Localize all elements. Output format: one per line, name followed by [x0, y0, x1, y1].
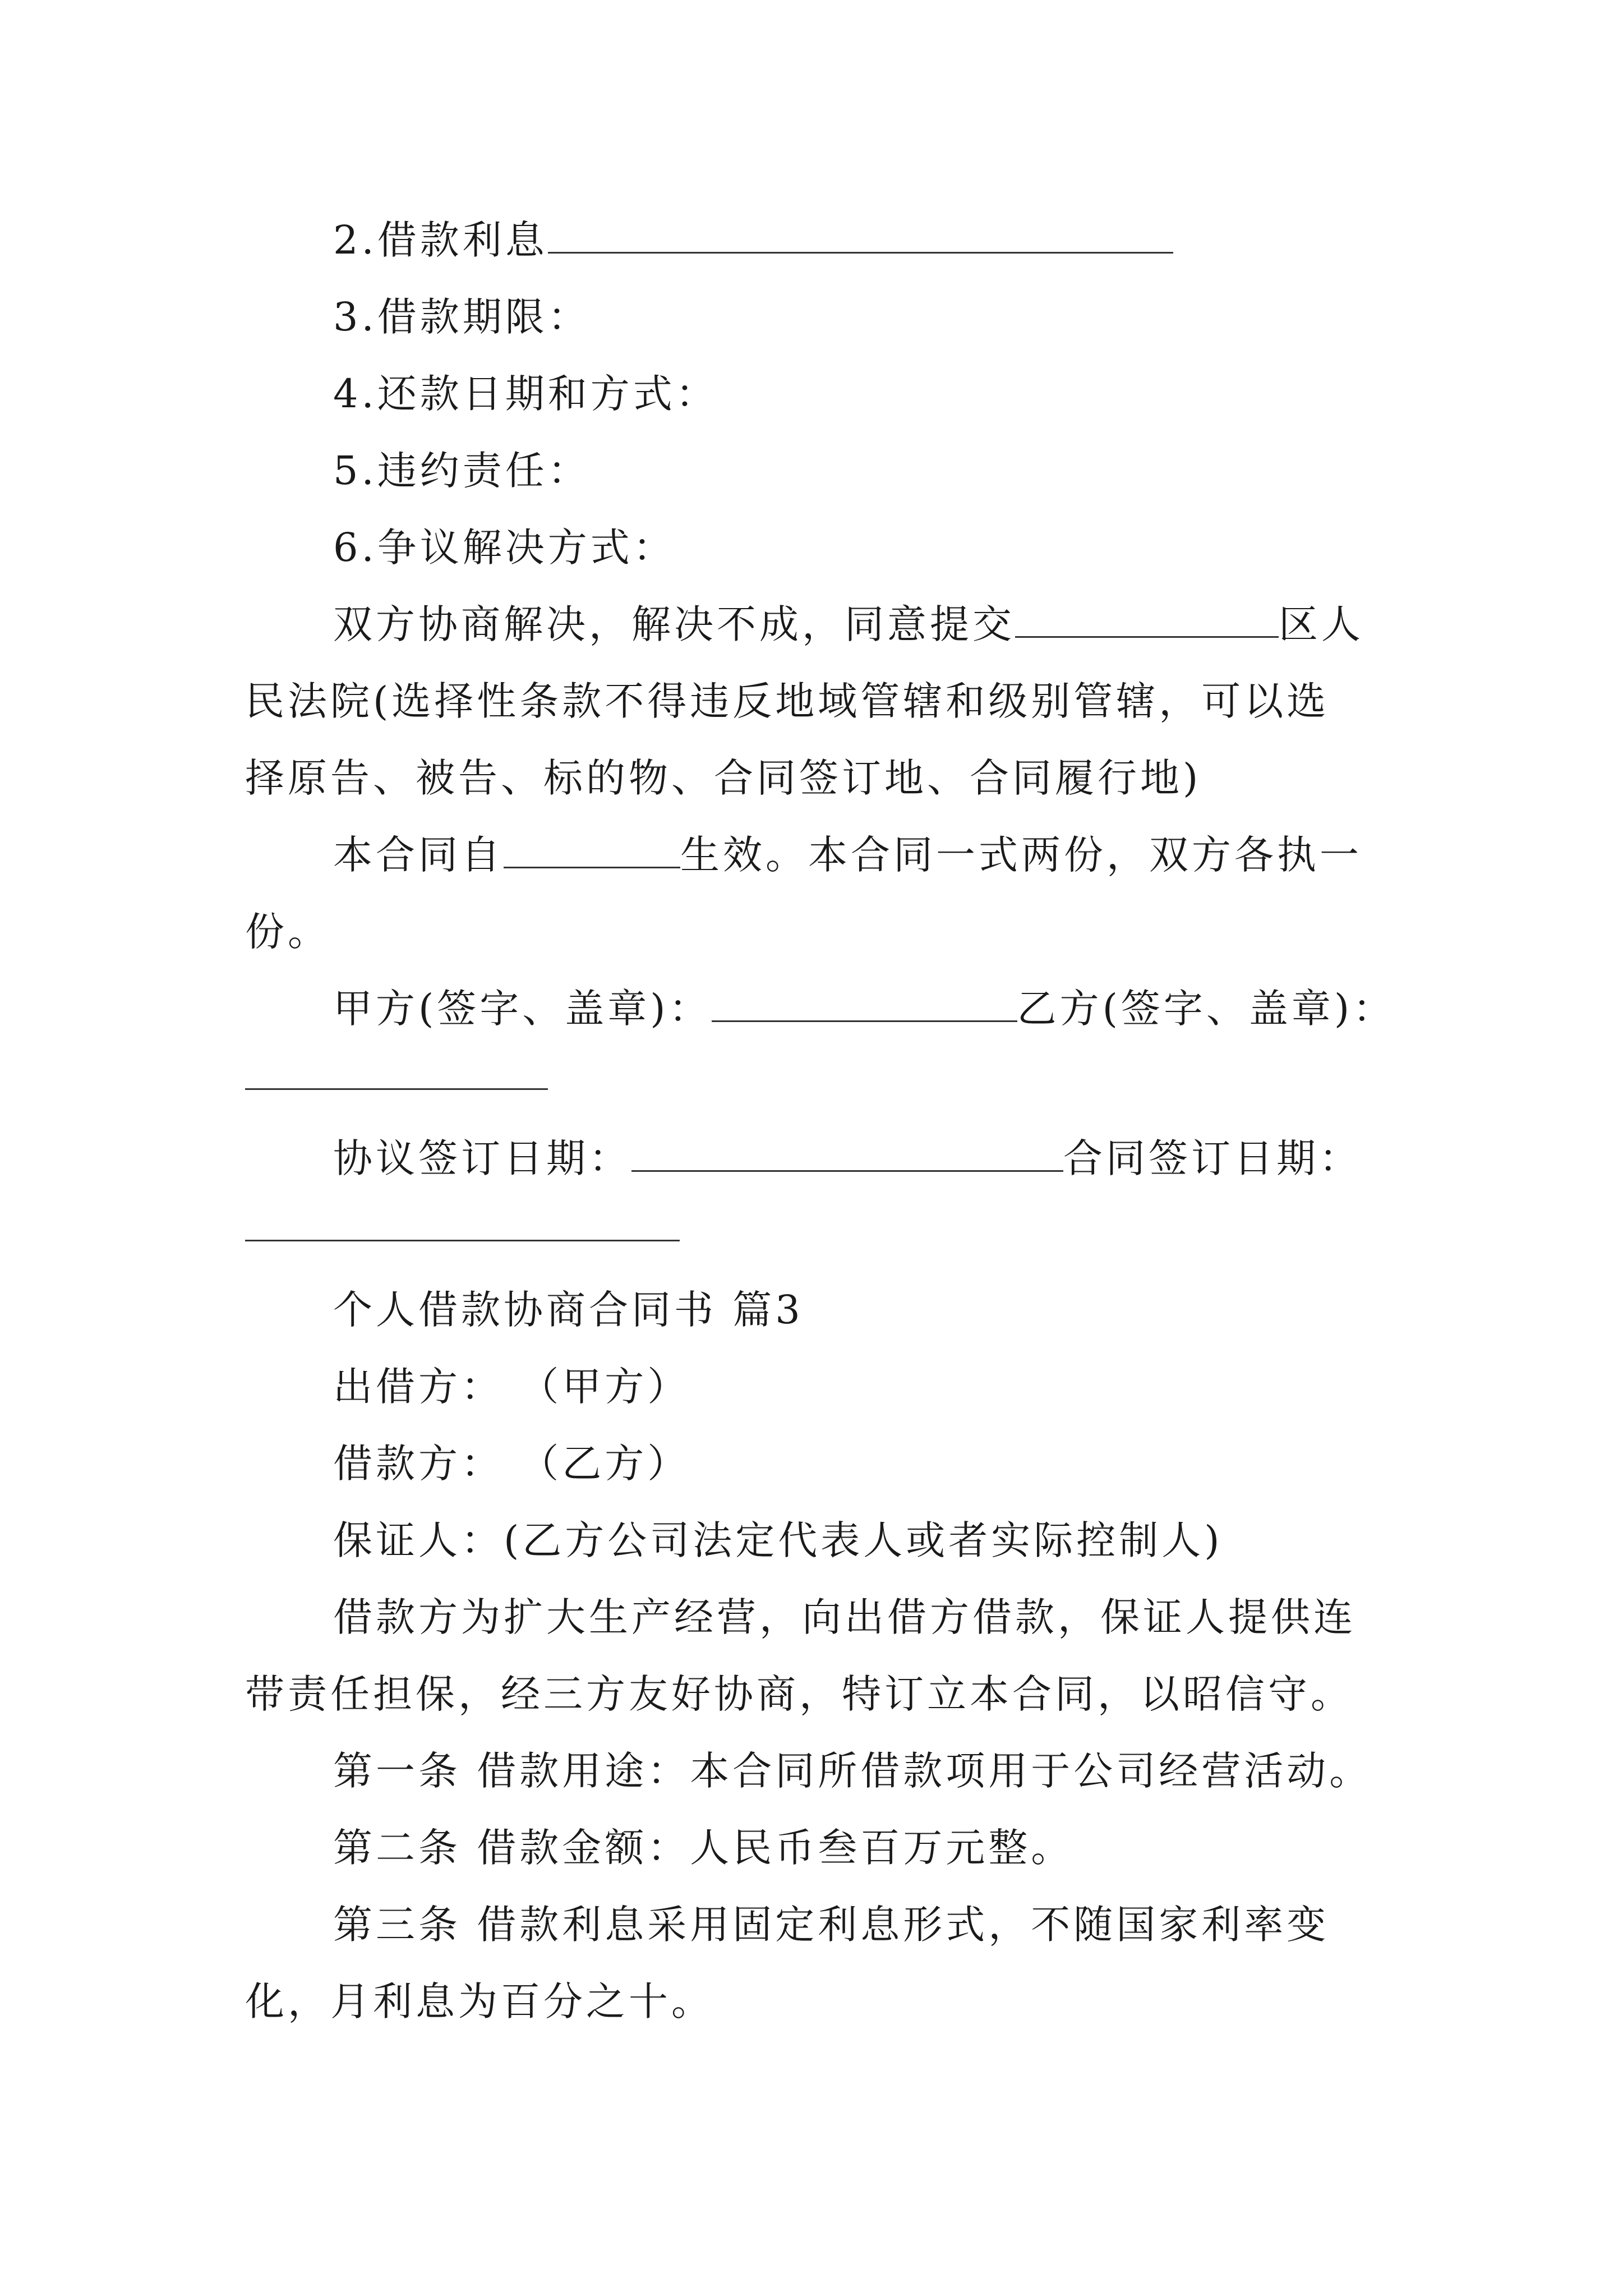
- party-a-signature-label: 甲方(签字、盖章)：: [333, 986, 712, 1032]
- guarantor-line: 保证人：(乙方公司法定代表人或者实际控制人): [333, 1517, 1223, 1563]
- effect-paragraph-line-2: 份。: [245, 909, 330, 955]
- contract-date-label: 合同签订日期：: [1063, 1135, 1362, 1181]
- dispute-paragraph-line-2: 民法院(选择性条款不得违反地域管辖和级别管辖，可以选: [245, 678, 1330, 724]
- party-a-signature-blank: [712, 984, 1017, 1022]
- date-line: [333, 1130, 1362, 1186]
- interest-blank: [548, 216, 1173, 254]
- effect-text-b: 生效。本合同一式两份，双方各执一: [680, 832, 1362, 878]
- item-3-line: 3.借款期限：: [333, 294, 591, 340]
- party-b-signature-label: 乙方(签字、盖章)：: [1017, 986, 1396, 1032]
- dispute-paragraph-line-3: 择原告、被告、标的物、合同签订地、合同履行地): [245, 755, 1202, 801]
- party-b-signature-blank: [245, 1088, 548, 1090]
- article-3-line-1: 第三条 借款利息采用固定利息形式，不随国家利率变: [333, 1902, 1330, 1948]
- effect-paragraph-line-1: [333, 827, 1362, 883]
- article-2: 第二条 借款金额：人民币叁百万元整。: [333, 1825, 1074, 1871]
- intro-line-2: 带责任担保，经三方友好协商，特订立本合同，以昭信守。: [245, 1671, 1353, 1717]
- item-4-line: 4.还款日期和方式：: [333, 371, 718, 417]
- section-title: 个人借款协商合同书 篇3: [333, 1287, 804, 1333]
- contract-date-blank: [245, 1240, 680, 1241]
- borrower-line: 借款方： （乙方）: [333, 1441, 690, 1487]
- intro-line-1: 借款方为扩大生产经营，向出借方借款，保证人提供连: [333, 1594, 1356, 1640]
- item-5-line: 5.违约责任：: [333, 448, 591, 494]
- item-2-line: [333, 212, 1173, 268]
- effect-text-a: 本合同自: [333, 832, 504, 878]
- agreement-date-blank: [631, 1134, 1063, 1172]
- item-2-label: 2.借款利息: [333, 217, 548, 263]
- dispute-text-a: 双方协商解决，解决不成，同意提交: [333, 601, 1015, 647]
- article-3-line-2: 化，月利息为百分之十。: [245, 1978, 714, 2024]
- item-6-line: 6.争议解决方式：: [333, 524, 676, 570]
- dispute-paragraph-line-1: [333, 596, 1364, 652]
- signature-line: [333, 981, 1395, 1037]
- agreement-date-label: 协议签订日期：: [333, 1135, 631, 1181]
- lender-line: 出借方： （甲方）: [333, 1364, 690, 1410]
- dispute-text-b: 区人: [1279, 601, 1364, 647]
- court-blank: [1015, 600, 1279, 638]
- effective-date-blank: [504, 831, 680, 868]
- article-1: 第一条 借款用途：本合同所借款项用于公司经营活动。: [333, 1748, 1372, 1794]
